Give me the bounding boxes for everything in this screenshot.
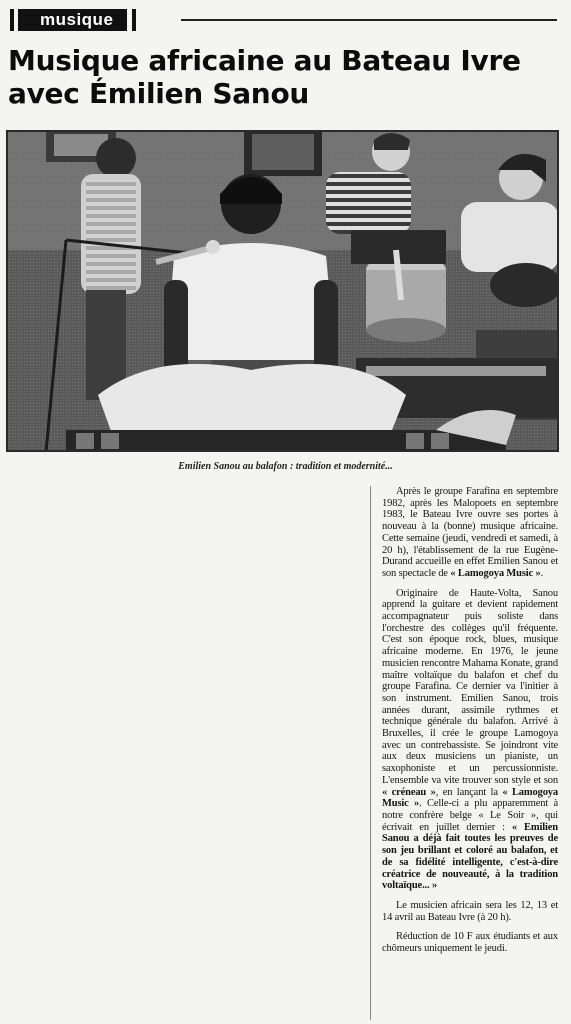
header-rule: [181, 19, 557, 21]
rubric-left-bar: [10, 9, 14, 31]
p2-text-e: . Celle-ci a plu apparemment à notre confrère belge « Le Soir », qui écrivait en juillet dernier :: [382, 798, 558, 833]
p2-bold-b: « créneau »: [382, 786, 436, 798]
p1-text: Après le groupe Farafina en septembre 1982, après les Malopoets en septembre 1983, le Bateau Ivre ouvre ses portes à nouveau à la (bonne) musique africaine. Cette semaine (jeudi, vendredi et samedi, à 20 h), l'établissement de la rue Eugène-Durand accueille en effet Emilien Sanou et son spectacle de: [382, 486, 558, 579]
p2-bold-quote: « Emilien Sanou a déjà fait toutes les preuves de son jeu brillant et coloré au balafon, et de sa fidélité intelligente, c'est-à-dire créatrice de nouveauté, à la tradition voltaïque... »: [382, 821, 558, 892]
article-photo: [6, 130, 559, 452]
p1-end: .: [540, 567, 544, 579]
p1-bold: « Lamogoya Music »: [450, 567, 541, 579]
rubric-right-bar: [132, 9, 136, 31]
headline-line-2: avec Émilien Sanou: [8, 77, 310, 110]
headline-line-1: Musique africaine au Bateau Ivre: [8, 44, 521, 77]
article-body: [382, 486, 558, 963]
paragraph-2: [382, 588, 558, 892]
column-rule: [370, 486, 371, 1020]
p2-text-c: , en lançant la: [435, 786, 503, 798]
paragraph-3: Le musicien africain sera les 12, 13 et 14 avril au Bateau Ivre (à 20 h).: [382, 899, 558, 923]
paragraph-1: [382, 486, 558, 580]
paragraph-4: Réduction de 10 F aux étudiants et aux chômeurs uniquement le jeudi.: [382, 931, 558, 955]
p2-text-a: Originaire de Haute-Volta, Sanou apprend la guitare et devient rapidement accompagnateur puis soliste dans l'orchestre des collèges qu'il fréquente. C'est son époque rock, blues, musique africaine moderne. En 1976, le jeune musicien rencontre Mahama Konate, grand maître voltaïque du balafon et chef du groupe Farafina. Ce dernier va l'initier à son instrument. Emilien Sanou, trois années durant, assimile rythmes et technique générale du balafon. Arrivé à Bruxelles, il crée le groupe Lamogoya avec un contrebassiste. Se joindront vite aux deux musiciens un pianiste, un saxophoniste et un percussionniste. L'ensemble va vite trouver son style et son: [382, 587, 558, 786]
article-headline: [8, 44, 564, 110]
photo-illustration: [6, 130, 559, 452]
section-rubric: [10, 9, 136, 31]
photo-caption: Emilien Sanou au balafon : tradition et modernité...: [178, 461, 393, 472]
p2-bold-d: « Lamogoya Music »: [382, 786, 558, 810]
rubric-label: musique: [18, 9, 127, 31]
